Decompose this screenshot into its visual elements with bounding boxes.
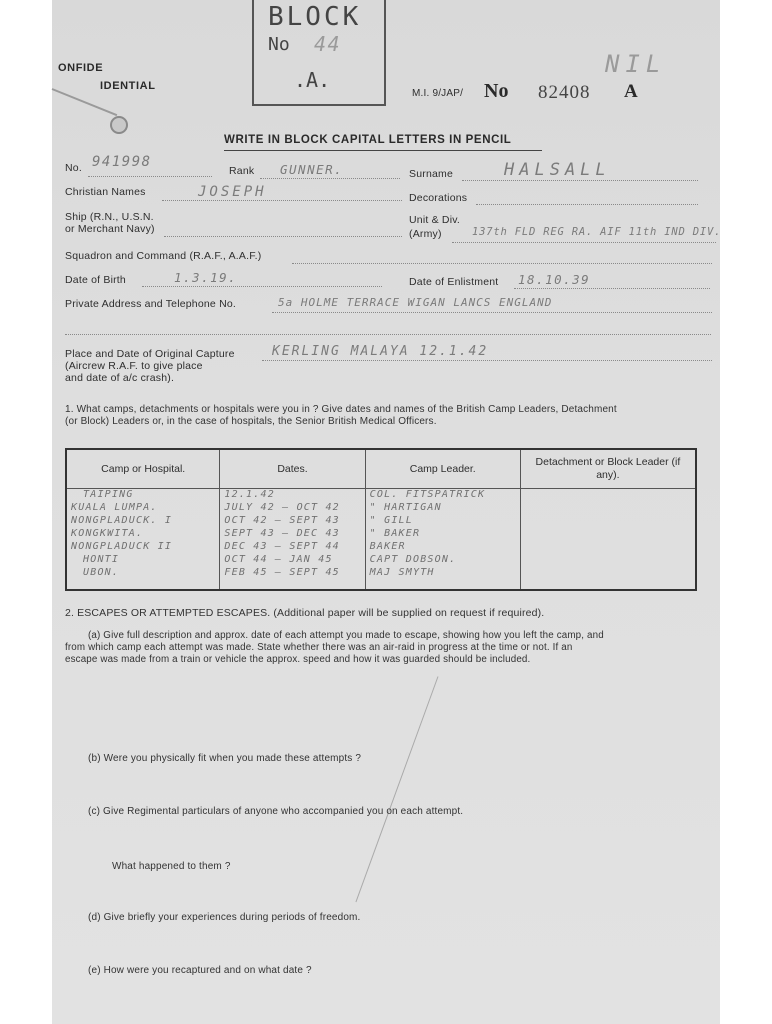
leader-entry: " BAKER — [369, 528, 421, 539]
rank-label: Rank — [229, 165, 255, 177]
rank-value: GUNNER. — [280, 162, 344, 177]
christian-names-label: Christian Names — [65, 186, 146, 198]
camp-entry: NONGPLADUCK. I — [71, 515, 173, 526]
ship-label-1: Ship (R.N., U.S.N. — [65, 211, 154, 223]
camps-cell — [66, 489, 220, 591]
stamp-block: BLOCK — [268, 2, 362, 32]
squadron-line — [292, 263, 712, 264]
instruction-underline — [224, 150, 542, 151]
dob-line — [142, 286, 382, 287]
date-entry: DEC 43 — SEPT 44 — [224, 541, 340, 552]
ship-line — [164, 236, 402, 237]
date-entry: OCT 44 — JAN 45 — [224, 554, 333, 565]
date-entry: OCT 42 — SEPT 43 — [224, 515, 340, 526]
leader-entry: COL. FITSPATRICK — [369, 489, 486, 500]
ref-suffix: A — [624, 81, 638, 102]
header-dates: Dates. — [220, 449, 365, 489]
q2a-text-3: escape was made from a train or vehicle the approx. speed and how it was guarded should be included. — [65, 654, 531, 665]
pencil-stroke — [355, 676, 438, 902]
address-line-2 — [65, 334, 711, 335]
capture-value: KERLING MALAYA 12.1.42 — [272, 344, 489, 359]
unit-label-2: (Army) — [409, 228, 442, 240]
address-line — [272, 312, 712, 313]
q1-text-1: 1. What camps, detachments or hospitals were you in ? Give dates and names of the British Camp Leaders, Detachment — [65, 404, 617, 415]
enlistment-label: Date of Enlistment — [409, 276, 499, 288]
date-entry: JULY 42 — OCT 42 — [224, 502, 340, 513]
no-line — [88, 176, 212, 177]
punch-hole — [110, 116, 128, 134]
capture-line — [262, 360, 712, 361]
stamp-block-number: 44 — [314, 32, 342, 56]
camp-entry: UBON. — [83, 567, 120, 578]
camp-table — [65, 448, 697, 591]
dates-cell — [220, 489, 365, 591]
q2a-text-2: from which camp each attempt was made. State whether there was an air-raid in progress at the time or not. If an — [65, 642, 573, 653]
ref-prefix: M.I. 9/JAP/ — [412, 88, 464, 99]
camp-entry: KONGKWITA. — [71, 528, 144, 539]
leaders-cell — [365, 489, 520, 591]
q2d-text: (d) Give briefly your experiences during periods of freedom. — [88, 912, 361, 923]
ref-no-label: No — [484, 80, 509, 102]
date-entry: 12.1.42 — [224, 489, 275, 500]
leader-entry: BAKER — [369, 541, 406, 552]
confidential-line-2: IDENTIAL — [100, 80, 156, 92]
camp-entry: NONGPLADUCK II — [71, 541, 173, 552]
q2c-follow-text: What happened to them ? — [112, 861, 231, 872]
date-entry: FEB 45 — SEPT 45 — [224, 567, 340, 578]
q2a-text-1: (a) Give full description and approx. date of each attempt you made to escape, showing how you left the camp, and — [88, 630, 604, 641]
capture-label-2: (Aircrew R.A.F. to give place — [65, 360, 203, 372]
surname-value: HALSALL — [504, 160, 611, 180]
leader-entry: " HARTIGAN — [369, 502, 442, 513]
block-stamp — [252, 0, 386, 106]
rank-line — [260, 178, 400, 179]
christian-names-value: JOSEPH — [198, 184, 267, 200]
ship-label-2: or Merchant Navy) — [65, 223, 155, 235]
capture-label-1: Place and Date of Original Capture — [65, 348, 235, 360]
enlistment-line — [514, 288, 710, 289]
leader-entry: " GILL — [369, 515, 413, 526]
dob-value: 1.3.19. — [174, 270, 238, 285]
decorations-line — [476, 204, 698, 205]
unit-label-1: Unit & Div. — [409, 214, 461, 226]
q2c-text: (c) Give Regimental particulars of anyone who accompanied you on each attempt. — [88, 806, 464, 817]
capture-label-3: and date of a/c crash). — [65, 372, 175, 384]
ref-number: 82408 — [538, 82, 591, 103]
q2-heading: 2. ESCAPES OR ATTEMPTED ESCAPES. (Additional paper will be supplied on request if required). — [65, 607, 545, 619]
camp-entry: HONTI — [83, 554, 120, 565]
camp-entry: KUALA LUMPA. — [71, 502, 158, 513]
surname-label: Surname — [409, 168, 454, 180]
squadron-label: Squadron and Command (R.A.F., A.A.F.) — [65, 250, 262, 262]
stamp-no: No — [268, 34, 290, 55]
instruction-heading: WRITE IN BLOCK CAPITAL LETTERS IN PENCIL — [224, 134, 512, 146]
christian-names-line — [162, 200, 402, 201]
address-value: 5a HOLME TERRACE WIGAN LANCS ENGLAND — [278, 296, 553, 309]
no-label: No. — [65, 162, 82, 174]
q2b-text: (b) Were you physically fit when you made these attempts ? — [88, 753, 362, 764]
unit-value: 137th FLD REG RA. AIF 11th IND DIV. — [472, 226, 722, 238]
q1-text-2: (or Block) Leaders or, in the case of hospitals, the Senior British Medical Officers. — [65, 416, 437, 427]
enlistment-value: 18.10.39 — [518, 272, 591, 287]
no-value: 941998 — [92, 154, 152, 170]
surname-line — [462, 180, 698, 181]
dob-label: Date of Birth — [65, 274, 126, 286]
detachment-cell — [520, 489, 696, 591]
header-detachment-leader: Detachment or Block Leader (if any). — [520, 449, 696, 489]
document-page — [52, 0, 720, 1024]
header-camp: Camp or Hospital. — [66, 449, 220, 489]
confidential-line-1: ONFIDE — [58, 62, 104, 74]
decorations-label: Decorations — [409, 192, 468, 204]
unit-line — [452, 242, 716, 243]
q2e-text: (e) How were you recaptured and on what date ? — [88, 965, 312, 976]
nil-mark: NIL — [605, 50, 667, 78]
stamp-letter: .A. — [294, 68, 331, 92]
address-label: Private Address and Telephone No. — [65, 298, 237, 310]
leader-entry: MAJ SMYTH — [369, 567, 435, 578]
tag-string — [52, 88, 118, 116]
date-entry: SEPT 43 — DEC 43 — [224, 528, 340, 539]
header-camp-leader: Camp Leader. — [365, 449, 520, 489]
camp-entry: TAIPING — [83, 489, 134, 500]
leader-entry: CAPT DOBSON. — [369, 554, 457, 565]
